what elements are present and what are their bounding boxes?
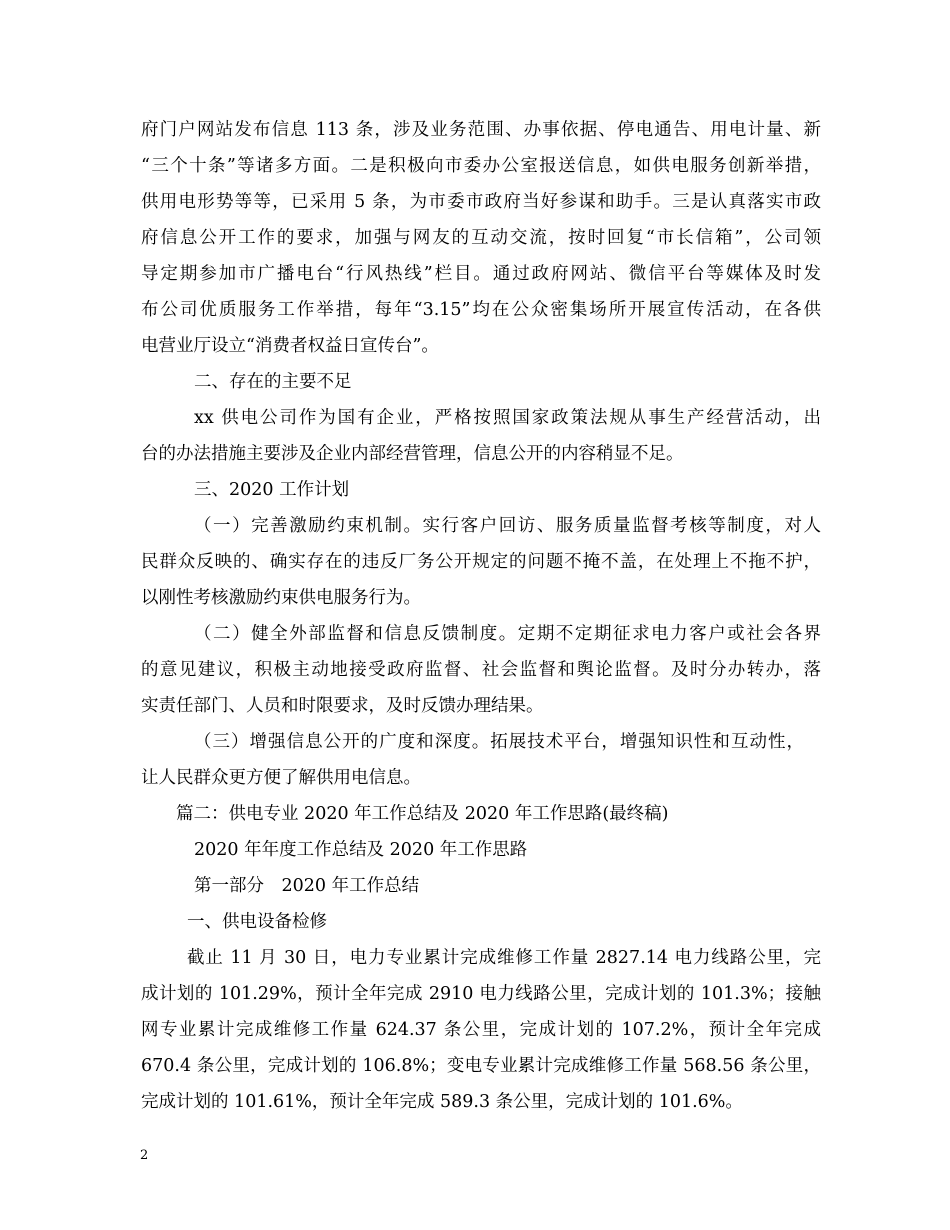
paragraph-line: 以刚性考核激励约束供电服务行为。 xyxy=(141,588,421,608)
paragraph-line: （三）增强信息公开的广度和深度。拓展技术平台，增强知识性和互动性， xyxy=(194,732,804,752)
paragraph-line: 导定期参加市广播电台“行风热线”栏目。通过政府网站、微信平台等媒体及时发 xyxy=(141,264,821,284)
paragraph-line: 成计划的 101.29%，预计全年完成 2910 电力线路公里，完成计划的 101.3%；接触 xyxy=(141,984,821,1004)
paragraph-line: 网专业累计完成维修工作量 624.37 条公里，完成计划的 107.2%，预计全年完成 xyxy=(141,1020,821,1040)
paragraph-line: 布公司优质服务工作举措，每年“3.15”均在公众密集场所开展宣传活动，在各供 xyxy=(141,300,821,320)
paragraph-line: 民群众反映的、确实存在的违反厂务公开规定的问题不掩不盖，在处理上不拖不护， xyxy=(141,552,821,572)
page-number: 2 xyxy=(140,1148,149,1163)
section-heading: 三、2020 工作计划 xyxy=(194,480,350,500)
paragraph-line: 电营业厅设立“消费者权益日宣传台”。 xyxy=(141,336,439,356)
paragraph-line: 完成计划的 101.61%，预计全年完成 589.3 条公里，完成计划的 101.6%。 xyxy=(141,1092,743,1112)
paragraph-line: 台的办法措施主要涉及企业内部经营管理，信息公开的内容稍显不足。 xyxy=(141,444,684,464)
paragraph-line: 的意见建议，积极主动地接受政府监督、社会监督和舆论监督。及时分办转办，落 xyxy=(141,660,821,680)
paragraph-line: 实责任部门、人员和时限要求，及时反馈办理结果。 xyxy=(141,696,544,716)
paragraph-line: （一）完善激励约束机制。实行客户回访、服务质量监督考核等制度，对人 xyxy=(194,516,821,536)
document-subtitle: 2020 年年度工作总结及 2020 年工作思路 xyxy=(194,840,528,860)
section-heading: 二、存在的主要不足 xyxy=(194,372,352,392)
paragraph-line: 让人民群众更方便了解供用电信息。 xyxy=(141,768,421,788)
paragraph-line: （二）健全外部监督和信息反馈制度。定期不定期征求电力客户或社会各界 xyxy=(194,624,821,644)
paragraph-line: 府门户网站发布信息 113 条，涉及业务范围、办事依据、停电通告、用电计量、新 xyxy=(141,120,821,140)
paragraph-line: “三个十条”等诸多方面。二是积极向市委办公室报送信息，如供电服务创新举措， xyxy=(141,156,821,176)
article-title: 篇二：供电专业 2020 年工作总结及 2020 年工作思路(最终稿) xyxy=(176,804,669,824)
part-heading: 第一部分 2020 年工作总结 xyxy=(194,876,420,896)
paragraph-line: xx 供电公司作为国有企业，严格按照国家政策法规从事生产经营活动，出 xyxy=(194,408,821,428)
paragraph-line: 截止 11 月 30 日，电力专业累计完成维修工作量 2827.14 电力线路公里，完 xyxy=(187,948,821,968)
paragraph-line: 670.4 条公里，完成计划的 106.8%；变电专业累计完成维修工作量 568.56 条公里， xyxy=(141,1056,821,1076)
paragraph-line: 府信息公开工作的要求，加强与网友的互动交流，按时回复“市长信箱”，公司领 xyxy=(141,228,821,248)
paragraph-line: 供用电形势等等，已采用 5 条，为市委市政府当好参谋和助手。三是认真落实市政 xyxy=(141,192,821,212)
section-heading: 一、供电设备检修 xyxy=(187,912,327,932)
